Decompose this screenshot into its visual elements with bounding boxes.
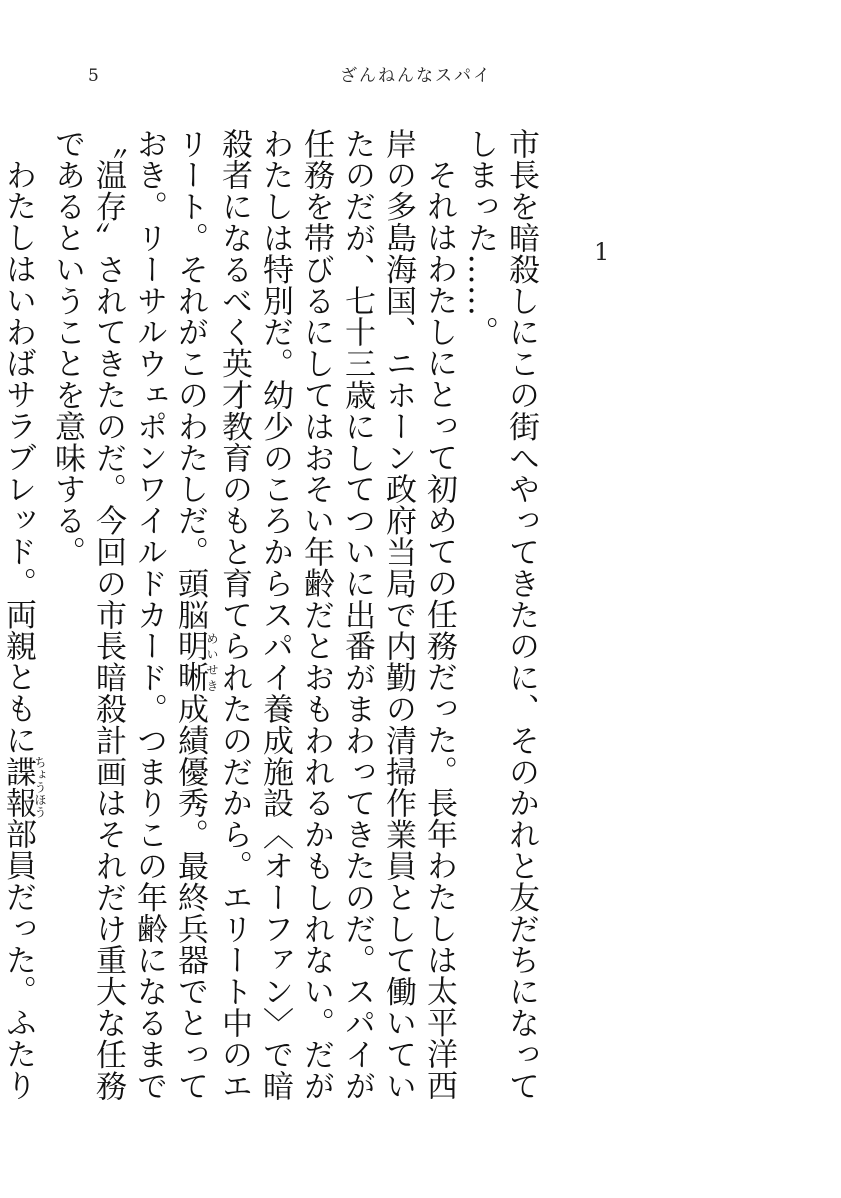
ruby-meiseki xyxy=(172,630,219,694)
page-number: 5 xyxy=(88,66,99,86)
running-head: ざんねんなスパイ xyxy=(340,66,492,86)
paragraph-3-tail: 部員だった。ふたり xyxy=(0,818,36,1102)
ruby-chouhou-reading: ちょうほう xyxy=(33,755,47,819)
ruby-meiseki-reading: めいせき xyxy=(205,630,219,694)
ruby-chouhou-base: 諜報 xyxy=(0,755,36,819)
paragraph-3 xyxy=(0,128,46,1128)
paragraph-3-head: わたしはいわばサラブレッド。両親ともに xyxy=(0,159,36,756)
paragraph-2-tail: 成績優秀。最終兵器でとっておき。リーサルウェポンワイルドカード。つまりこの年齢になるまで〝温存〟されてきたのだ。今回の市長暗殺計画はそれだけ重大な任務であるということを意味する。 xyxy=(49,128,208,1102)
ruby-meiseki-base: 明晰 xyxy=(172,630,208,694)
ruby-chouhou xyxy=(0,755,47,819)
paragraph-1: 市長を暗殺しにこの街へやってきたのに、そのかれと友だちになってしまった……。 xyxy=(462,128,539,1102)
paragraph-2 xyxy=(46,128,459,1128)
body-text xyxy=(0,128,541,1128)
paragraph-2-text: それはわたしにとって初めての任務だった。長年わたしは太平洋西岸の多島海国、ニホーン政府当局で内勤の清掃作業員として働いていたのだが、七十三歳にしてついに出番がまわってきたのだ。スパイが任務を帯びるにしてはおそい年齢だとおもわれるかもしれない。だがわたしは特別だ。幼少のころからスパイ養成施設〈オーファン〉で暗殺者になるべく英才教育のもと育てられたのだから。エリート中のエリート。それがこのわたしだ。頭脳 xyxy=(172,128,457,1102)
chapter-number: 1 xyxy=(594,238,610,266)
